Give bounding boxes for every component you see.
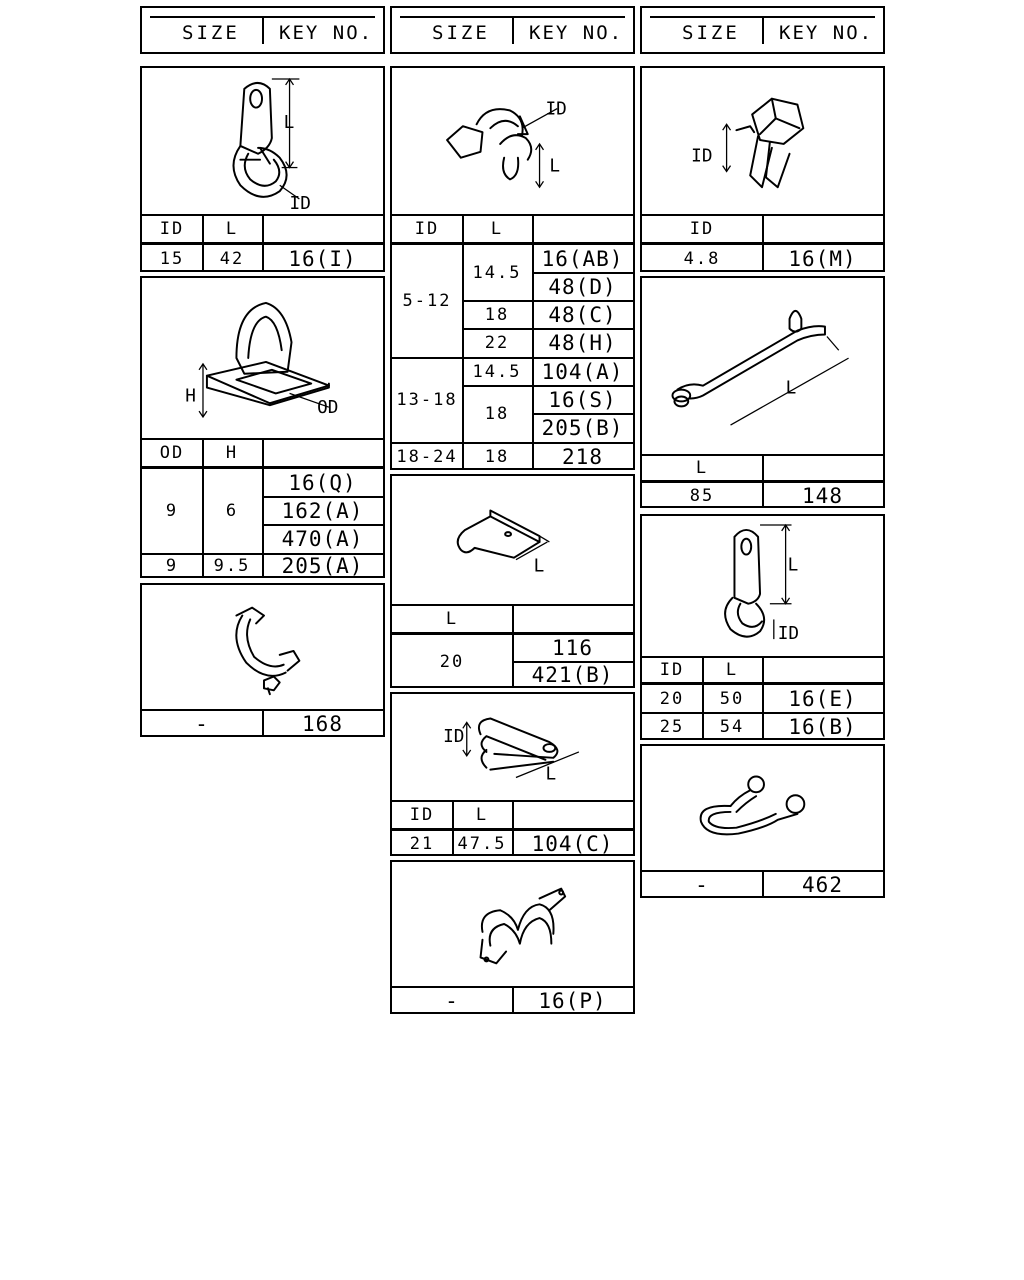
cell-key: 462 [802, 873, 843, 897]
cell-l: 18 [484, 305, 510, 325]
cell-key: 205(B) [541, 416, 624, 440]
cell-key: 16(AB) [541, 247, 624, 271]
cell-id: 4.8 [683, 248, 721, 269]
cell-od: 9 [165, 556, 179, 576]
cell-id: 25 [659, 716, 685, 737]
part-clip-16m [640, 66, 885, 272]
part-bracket-l [390, 474, 635, 688]
part-push-clip [140, 276, 385, 578]
cell-od: 9 [165, 501, 179, 521]
cell-key: 218 [562, 444, 603, 469]
dim-label: ID [443, 727, 465, 748]
clip-168-figure [142, 585, 383, 709]
col-header-id: ID [414, 219, 440, 239]
dim-label: L [533, 556, 545, 577]
col-header-l: L [475, 805, 489, 825]
part-clip-168 [140, 583, 385, 737]
header-key-label: KEY NO. [529, 22, 624, 44]
dim-label: H [185, 386, 196, 407]
col-header-h: H [225, 443, 239, 463]
long-strap-figure [642, 278, 883, 454]
part-dual-clip [390, 66, 635, 470]
dim-label: L [785, 378, 797, 399]
cell-key: 16(M) [788, 246, 857, 271]
cell-key: 104(A) [541, 360, 624, 384]
cell-key: 168 [302, 712, 343, 736]
cell-size: - [695, 873, 709, 897]
part-long-strap [640, 276, 885, 508]
loop-462-figure [642, 746, 883, 870]
cell-key: 48(C) [548, 303, 617, 327]
cell-h: 6 [225, 501, 239, 521]
part-clip-tab-16i [140, 66, 385, 272]
tab-clip-figure [642, 516, 883, 656]
dim-label: L [283, 113, 295, 134]
part-double-clip [390, 692, 635, 856]
clip-tab-figure [142, 68, 383, 214]
cell-key: 421(B) [531, 662, 614, 687]
cell-key: 116 [552, 636, 593, 660]
cell-l: 14.5 [472, 362, 522, 382]
double-clip-figure [392, 694, 633, 800]
header-key-label: KEY NO. [779, 22, 874, 44]
cell-key: 48(H) [548, 331, 617, 355]
dim-label: L [549, 156, 561, 177]
header-col1 [140, 6, 385, 54]
dim-label: L [545, 764, 557, 785]
dim-label: ID [545, 99, 567, 120]
cell-id: 5-12 [402, 291, 452, 311]
cell-key: 16(S) [548, 388, 617, 412]
col-header-l: L [445, 609, 459, 629]
cell-id: 20 [659, 688, 685, 709]
cell-size: - [195, 712, 209, 736]
header-col2 [390, 6, 635, 54]
col-header-id: ID [409, 805, 435, 825]
header-col3 [640, 6, 885, 54]
dim-label: ID [777, 624, 800, 645]
dim-label: OD [317, 398, 339, 419]
clip-16m-figure [642, 68, 883, 214]
cell-key: 16(P) [538, 989, 607, 1013]
col-header-l: L [725, 660, 739, 680]
part-tab-clip [640, 514, 885, 740]
header-size-label: SIZE [182, 22, 240, 44]
cell-l: 20 [439, 651, 465, 672]
cell-l: 85 [689, 485, 715, 506]
cell-l: 18 [484, 404, 510, 424]
cell-l: 22 [484, 333, 510, 353]
cell-key: 16(E) [788, 686, 857, 711]
cell-key: 148 [802, 483, 843, 508]
cell-key: 16(I) [288, 246, 357, 271]
cell-id: 18-24 [396, 446, 458, 467]
col-header-l: L [695, 458, 709, 478]
col-header-id: ID [659, 660, 685, 680]
cell-key: 104(C) [531, 831, 614, 856]
cell-l: 14.5 [472, 263, 522, 283]
cell-l: 18 [484, 446, 510, 467]
cell-key: 470(A) [281, 527, 364, 551]
bracket-l-figure [392, 476, 633, 604]
cell-key: 205(A) [281, 554, 364, 578]
header-size-label: SIZE [682, 22, 740, 44]
cell-h: 9.5 [213, 556, 251, 576]
cell-size: - [445, 989, 459, 1013]
col-header-od: OD [159, 443, 185, 463]
header-key-label: KEY NO. [279, 22, 374, 44]
part-saddle-clip [390, 860, 635, 1014]
saddle-clip-figure [392, 862, 633, 986]
dim-label: ID [691, 146, 713, 167]
cell-l: 47.5 [457, 833, 507, 854]
push-clip-figure [142, 278, 383, 438]
cell-key: 16(Q) [288, 471, 357, 495]
cell-l: 50 [719, 688, 745, 709]
cell-key: 162(A) [281, 499, 364, 523]
col-header-id: ID [689, 219, 715, 239]
part-loop-462 [640, 744, 885, 898]
cell-l: 42 [219, 248, 245, 269]
col-header-id: ID [159, 219, 185, 239]
cell-id: 21 [409, 833, 435, 854]
col-header-l: L [490, 219, 504, 239]
dim-label: ID [289, 193, 311, 214]
dim-label: L [787, 555, 799, 576]
header-size-label: SIZE [432, 22, 490, 44]
cell-key: 48(D) [548, 275, 617, 299]
cell-key: 16(B) [788, 714, 857, 739]
cell-l: 54 [719, 716, 745, 737]
cell-id: 13-18 [396, 390, 458, 410]
cell-id: 15 [159, 248, 185, 269]
col-header-l: L [225, 219, 239, 239]
dual-clip-figure [392, 68, 633, 214]
